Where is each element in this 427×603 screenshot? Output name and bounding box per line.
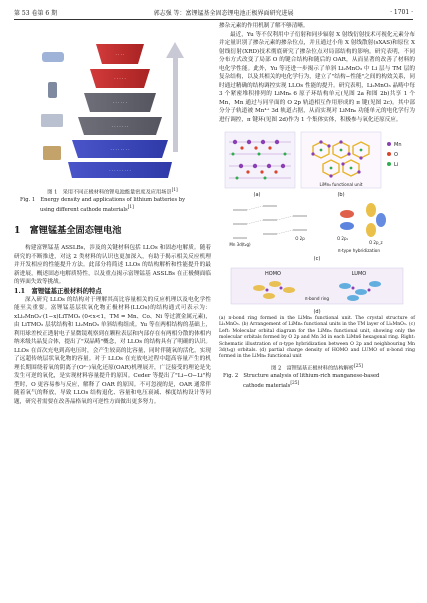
svg-text:· · · · · · ·: · · · · · · · <box>111 124 129 129</box>
orbital-o-label: O 2p <box>295 236 305 241</box>
ev-icon <box>42 52 64 62</box>
figure-2-caption-cn: 图 2 富锂锰基正极材料的结构解析[25] <box>271 363 363 372</box>
functional-unit-label: LiMn₆ functional unit <box>319 182 363 187</box>
panel-a-label: (a) <box>253 192 261 198</box>
right-paragraph-continued: 掺杂元素的作用机制了解不够清晰。 <box>219 23 309 29</box>
panel-d-label: (d) <box>313 309 321 315</box>
panel-b <box>301 132 381 188</box>
figure-1-caption-cn: 图 1 采用不同正极材料的锂电池能量密度及应用场景[1] <box>47 188 178 196</box>
figure-2 <box>219 128 415 316</box>
orbital-mn-label: Mn 3d(t₂g) <box>229 242 251 247</box>
subsection-title: 1.1 富锂锰基正极材料的特点 <box>14 286 102 295</box>
phone-icon <box>48 82 57 98</box>
homo-label: HOMO <box>265 271 281 277</box>
laptop-icon <box>41 114 63 127</box>
svg-text:· · · ·: · · · · <box>115 52 125 57</box>
svg-text:· · · · · · · · ·: · · · · · · · · · <box>109 168 131 173</box>
svg-text:· · · · ·: · · · · · <box>114 76 126 81</box>
panel-b-label: (b) <box>337 192 345 198</box>
figure-2-legend <box>387 142 401 168</box>
header-volume: 第 53 卷第 6 期 <box>14 9 58 17</box>
orbital-o2p-x: O 2pₓ <box>337 236 349 241</box>
svg-text:· · · · · · · ·: · · · · · · · · <box>110 147 130 152</box>
subsection-paragraph: 深入研究 LLOs 的结构对于理解其高比容量相关的反应机理以及电化学性能至关重要。富锂锰基层状氧化物正极材料(LLOs)的结构通式可表示为：xLi₂MnO₃·(1−x)LiTMO₂ (0<x<1，TM = Mn、Co、Ni 等过渡金属元素)，由 LiTMO₂ 层状结构和 Li₂MnO₃ 单斜结构组成。Yu 等在两相结构的基础上，利用球差校正透射电子显微镜观察到在颗粒表层和内部存在有两相分散的体相内纳米级共晶复合体，提出了"双晶畴"概念，对 LLOs 的结构具有了明确的认识。LLOs 在首次充电到高电压时，会产生较高的比容量，同时伴随氧的活化，实现了远超传统层状氧化物的容量。对于 LLOs 在充放电过程中超高容量产生的机理长期围绕着氧的阴离子(O²⁻)氧化还原(OAR)机理展开，广泛接受的理论是先发生可逆的氧化，是实现材料容量提升的原因。Ceder 等提出了"Li−O−Li"构型时，O 更容易参与反应，解释了 OAR 的原因。不可忽视的是，OAR 通常伴随着氧气的释放，导致 LLOs 结构退化、容量和电压衰减、梯度结构设计等问题，研究者需要在改善晶格氧的可逆性方面做出更多努力。 <box>14 296 211 405</box>
pi-hybridization-label: π-type hybridization <box>338 248 380 253</box>
right-column <box>219 22 415 390</box>
left-column <box>14 22 211 406</box>
right-paragraph-main: 最近，Yu 等不仅利用中子衍射和同步辐射 X 射线衍射技术可视化元素分布并定量识别了掺杂元素的掺杂位点，并且通过小角 X 射线散射(sXAS)和原位 X 射线衍射(XRD)技术彻底研究了掺杂位点对局部结构的影响。研究表明，不同分布方式改变了局部 O 的键合结构和随后的 OAR，从而显著的改善了材料的电化学性能。此外，Yu 等还进一步揭示了单斜 Li₂MnO₃ 中 Li 层与 TM 层的复杂结构，以及其相关的电化学行为，建立了"结构−性能"之间的构效关系，同时通过精确的结构调控实现 LLOs 性能的提升。研究表明，Li₂MnO₃ 晶畴中每 3 个紧密堆积排列的 LiMn₆ 6 原子环结构单元(见图 2a 和图 2b)共享 1 个 Mn，Mn 通过与同平面的 O 2p 轨道相互作用形成的 π 键(见图 2c)。其中部分分子轨道被 Mn⁴⁺ 3d 轨道占据，从而实现对 LiMn₆ 功能单元的电化学行为进行调控，π 键环(见图 2d)作为 1 个集体实体，积极参与氧化还原反应。 <box>219 31 415 123</box>
orbital-o2p-z: O 2p_z <box>369 240 383 245</box>
figure-1-caption-en: Fig. 1 Energy density and applications of lithium batteries by using different cathode materials[1] <box>20 197 186 214</box>
figure-1 <box>14 22 211 185</box>
header-rule <box>14 19 413 20</box>
svg-text:· · · · · ·: · · · · · · <box>113 100 127 105</box>
header-page: · 1701 · <box>390 8 413 16</box>
panel-c-label: (c) <box>313 256 321 262</box>
legend-o: O <box>394 152 398 158</box>
figure-2-caption-en: Fig. 2 Structure analysis of lithium-rich manganese-based cathode materials[25] <box>223 372 380 389</box>
legend-mn: Mn <box>394 142 402 148</box>
lumo-label: LUMO <box>351 271 367 277</box>
running-header <box>14 6 413 18</box>
panel-a <box>225 132 295 188</box>
section-title: 1 富锂锰基全固态锂电池 <box>14 225 122 237</box>
grid-storage-icon <box>43 146 61 160</box>
figure-1-pyramid <box>14 22 211 185</box>
legend-li: Li <box>394 162 399 168</box>
figure-2-panels <box>219 128 415 316</box>
up-arrow <box>166 42 184 152</box>
section-intro-paragraph: 构建富锂锰基 ASSLBs，涉及的关键材料包括 LLOs 和固态电解质。随着研究的不断推进，对这 2 类材料的认识也更加深入，有助于揭示相关反应机理并开发相应的性能提升方法。此部分将简述 LLOs 的结构解析和性能提升的最新进展，概述固态电解质特性，以及重点揭示富锂锰基 ASSLBs 在正极侧面临的界面失效等挑战。 <box>14 245 211 286</box>
figure-2-caption-body: (a) π-bond ring formed in the LiMn₆ functional unit. The crystal structure of Li₂MnO₃. (b) Arrangement of LiMn₆ functional units in the TM layer of Li₂MnO₃. (c) Left: Molecular orbital diagram for the LiMn₆ functional unit, showing only the molecular orbitals formed by O 2p and Mn 3d in each LiMn6 hexagonal ring. Right: Schematic illustration of π-type hybridization between O 2p and neighbouring Mn 3d(t₂g) orbitals. (d) partial charge density of HOMO and LUMO of π-bond ring formed in the LiMn₆ functional unit <box>219 316 415 360</box>
header-title: 郭志强 等：富锂锰基全固态锂电池正极界面研究进展 <box>153 9 294 17</box>
panel-d <box>231 268 403 304</box>
panel-c <box>229 203 386 253</box>
pi-bond-ring-label: π-bond ring <box>304 296 330 301</box>
